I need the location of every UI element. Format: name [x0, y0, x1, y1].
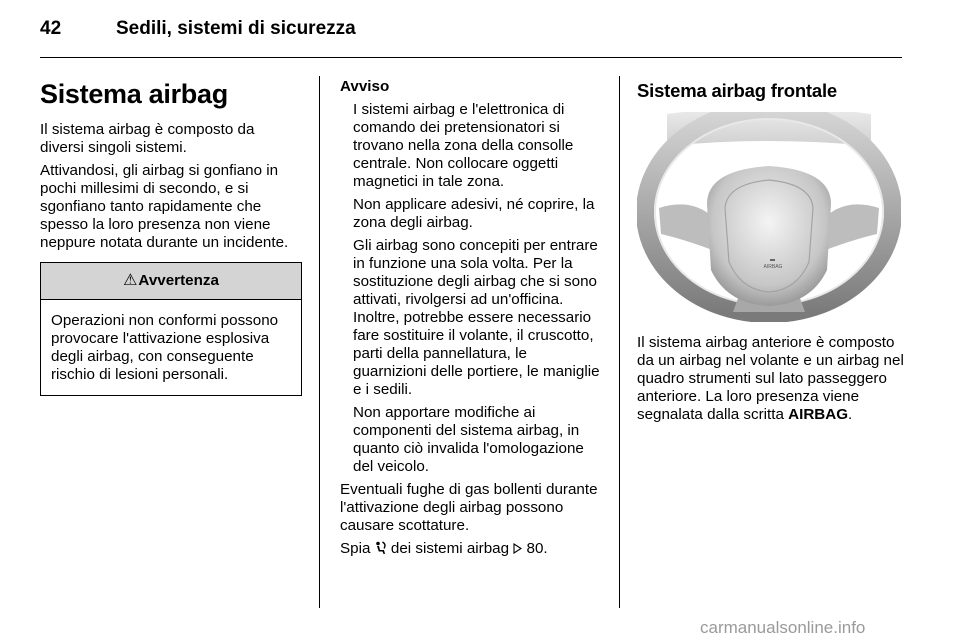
- column-divider-1: [319, 76, 320, 608]
- inflation-paragraph: Attivandosi, gli airbag si gonfiano in pochi millesimi di secondo, e si sgonfiano tanto rapidamente che spesso la loro presenza non viene neppure notata durante un incidente.: [40, 162, 289, 251]
- column-divider-2: [619, 76, 620, 608]
- section-title: Sedili, sistemi di sicurezza: [116, 18, 356, 39]
- warning-body: [41, 300, 301, 395]
- gas-paragraph: Eventuali fughe di gas bollenti durante l'attivazione degli airbag possono causare scottature.: [340, 481, 598, 534]
- steering-wheel-illustration: [637, 112, 901, 322]
- warning-triangle-icon: ⚠: [123, 272, 138, 289]
- wheel-airbag-label: AIRBAG: [763, 264, 783, 270]
- frontal-airbag-heading: Sistema airbag frontale: [637, 80, 837, 101]
- notice-paragraph-3: Gli airbag sono concepiti per entrare in funzione una sola volta. Per la sostituzione degli airbag che si sono attivati, rivolgersi ad un'officina. Inoltre, potrebbe essere necessario fare sostituire il volante, il cruscotto, parti della pannellatura, le guarnizioni delle portiere, le maniglie e i sedili.: [353, 237, 600, 398]
- column-3-text: [637, 334, 907, 429]
- frontal-airbag-paragraph: [637, 334, 907, 424]
- warning-header: [41, 263, 301, 300]
- page-reference: 80.: [526, 540, 548, 557]
- spia-suffix: dei sistemi airbag: [390, 540, 510, 557]
- intro-paragraph: Il sistema airbag è composto da diversi singoli sistemi.: [40, 121, 255, 156]
- warning-text: Operazioni non conformi possono provocare l'attivazione esplosiva degli airbag, con conseguente rischio di lesioni personali.: [51, 312, 279, 383]
- page-reference-icon: [513, 540, 526, 557]
- main-heading: Sistema airbag: [40, 79, 228, 109]
- warning-title: Avvertenza: [138, 272, 219, 289]
- notice-paragraph-1: I sistemi airbag e l'elettronica di comando dei pretensionatori si trovano nella zona della consolle centrale. Non collocare oggetti magnetici in tale zona.: [353, 101, 574, 190]
- indicator-paragraph: [340, 540, 604, 558]
- spia-prefix: Spia: [340, 540, 371, 557]
- airbag-warning-light-icon: [375, 540, 391, 557]
- column-2: [340, 78, 604, 563]
- column-1: [40, 78, 302, 396]
- notice-paragraph-4: Non apportare modifiche ai componenti del sistema airbag, in quanto ciò invalida l'omologazione del veicolo.: [353, 404, 584, 475]
- frontal-airbag-text: Il sistema airbag anteriore è composto da un airbag nel volante e un airbag nel quadro strumenti sul lato passeggero anteriore. La loro presenza viene segnalata dalla scritta: [637, 334, 904, 423]
- header-rule: [40, 57, 902, 58]
- notice-paragraph-2: Non applicare adesivi, né coprire, la zona degli airbag.: [353, 196, 595, 231]
- steering-wheel-figure: [637, 112, 901, 322]
- airbag-bold-word: AIRBAG: [788, 406, 849, 423]
- notice-block: [340, 101, 604, 476]
- notice-title: Avviso: [340, 78, 390, 95]
- paragraph-period: .: [848, 406, 853, 423]
- watermark: carmanualsonline.info: [700, 618, 866, 637]
- warning-box: [40, 262, 302, 396]
- page-number: 42: [40, 18, 62, 39]
- column-3: [637, 80, 903, 102]
